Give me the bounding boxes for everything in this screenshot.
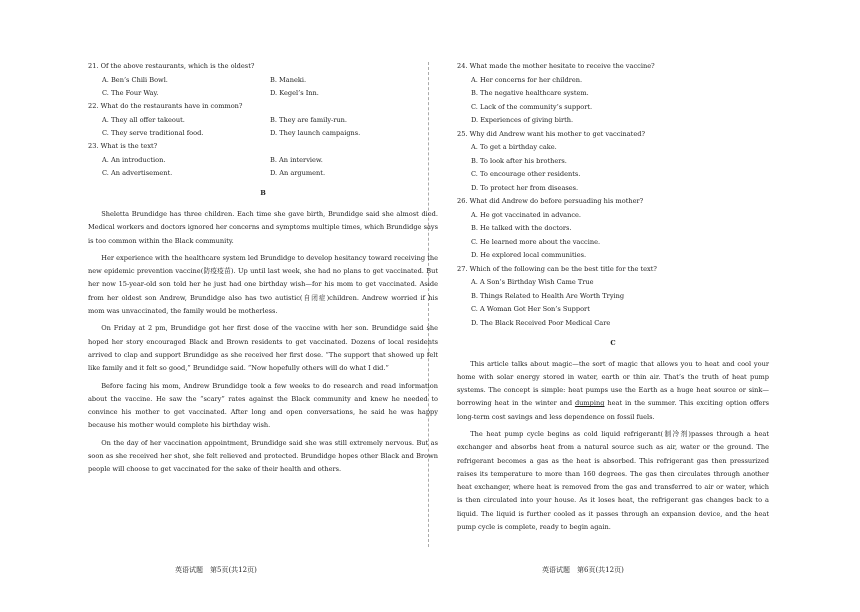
option-b: B. Maneki.	[270, 76, 307, 84]
paragraph-text: heat in the summer. This exciting option offers long-term cost savings and less dependence on fossil fuels.	[457, 399, 769, 421]
option-a: A. An introduction.	[102, 156, 166, 164]
option-c: C. Lack of the community’s support.	[471, 102, 593, 111]
passage-paragraph	[457, 358, 769, 424]
option-a: A. To get a birthday cake.	[471, 143, 557, 151]
page-footer-right: 英语试题 第6页(共12页)	[542, 566, 624, 574]
option-a: A. A Son’s Birthday Wish Came True	[471, 278, 594, 286]
option-b: B. An interview.	[270, 156, 323, 164]
option-a: A. He got vaccinated in advance.	[471, 210, 582, 219]
question-stem: 25. Why did Andrew want his mother to get vaccinated?	[457, 129, 645, 138]
option-b: B. They are family-run.	[270, 116, 348, 124]
question-22	[88, 102, 438, 138]
question-stem: 27. Which of the following can be the best title for the text?	[457, 264, 657, 273]
option-c: C. They serve traditional food.	[102, 129, 204, 137]
question-25	[457, 130, 769, 193]
option-b: B. The negative healthcare system.	[471, 89, 589, 97]
left-page	[88, 62, 438, 481]
question-26	[457, 197, 769, 260]
page-footer-left: 英语试题 第5页(共12页)	[175, 566, 257, 574]
option-d: D. To protect her from diseases.	[471, 183, 579, 192]
question-stem: 24. What made the mother hesitate to receive the vaccine?	[457, 62, 655, 70]
option-c: C. He learned more about the vaccine.	[471, 237, 601, 246]
option-c: C. To encourage other residents.	[471, 170, 581, 178]
question-23	[88, 142, 438, 178]
option-d: D. They launch campaigns.	[270, 129, 361, 137]
option-d: D. The Black Received Poor Medical Care	[471, 318, 611, 327]
underlined-word: dumping	[574, 399, 605, 408]
option-d: D. He explored local communities.	[471, 251, 587, 259]
passage-paragraph: Sheletta Brundidge has three children. Each time she gave birth, Brundidge said she almost died. Medical workers and doctors ignored her concerns and symptoms multiple times, which Brundidge says is too common within the Black community.	[88, 210, 438, 245]
option-d: D. Experiences of giving birth.	[471, 116, 574, 124]
option-c: C. A Woman Got Her Son’s Support	[471, 305, 590, 313]
option-c: C. An advertisement.	[102, 169, 173, 177]
option-b: B. To look after his brothers.	[471, 156, 567, 165]
option-b: B. He talked with the doctors.	[471, 224, 572, 232]
passage-paragraph: Her experience with the healthcare system led Brundidge to develop hesitancy toward receiving the new epidemic prevention vaccine(防疫疫苗). Up until last week, she had no plans to get vaccinated. But her now 15-year-old son told her he just had one birthday wish—for his mom to get vaccinated. Aside from her oldest son Andrew, Brundidge also has two autistic(自闭症)children. Andrew worried if his mom was unvaccinated, the family would be motherless.	[88, 253, 438, 316]
right-page	[457, 62, 769, 538]
option-b: B. Things Related to Health Are Worth Trying	[471, 291, 625, 300]
question-stem: 26. What did Andrew do before persuading his mother?	[457, 197, 644, 205]
passage-paragraph: Before facing his mom, Andrew Brundidge took a few weeks to do research and read information about the vaccine. He saw the “scary” rates against the Black community and knew he needed to convince his mother to get vaccinated. After long and open conversations, he said he was happy because his mother would complete his birthday wish.	[88, 381, 438, 430]
section-heading-c: C	[610, 338, 616, 347]
paragraph-text: This article talks about magic—the sort of magic that allows you to heat and cool your home with solar energy stored in water, earth or thin air. That’s the truth of heat pump systems. The concept is simple: heat pumps use the Earth as a huge heat source or sink—borrowing heat in the winter and	[457, 359, 769, 408]
question-stem: 22. What do the restaurants have in common?	[88, 102, 243, 110]
question-21	[88, 62, 438, 98]
section-heading-b: B	[260, 189, 266, 197]
passage-paragraph: On the day of her vaccination appointment, Brundidge said she was still extremely nervous. But as soon as she received her shot, she felt relieved and protected. Brundidge hopes other Black and Brown people will choose to get vaccinated for the sake of their health and others.	[88, 438, 438, 474]
option-c: C. The Four Way.	[102, 89, 159, 97]
passage-paragraph: The heat pump cycle begins as cold liquid refrigerant(制冷剂)passes through a heat exchanger and absorbs heat from a natural source such as air, water or the ground. The refrigerant becomes a gas as the heat is absorbed. This refrigerant gas then pressurized raises its temperature to more than 160 degrees. The gas then circulates through another heat exchanger, where heat is removed from the gas and transferred to air or water, which is then circulated into your house. As it loses heat, the refrigerant gas changes back to a liquid. The liquid is further cooled as it passes through an expansion device, and the heat pump cycle is complete, ready to begin again.	[457, 429, 769, 532]
option-d: D. Kegel’s Inn.	[270, 89, 319, 97]
option-a: A. Ben’s Chili Bowl.	[102, 76, 168, 84]
option-a: A. They all offer takeout.	[102, 116, 185, 124]
question-stem: 23. What is the text?	[88, 142, 158, 150]
question-24	[457, 62, 769, 125]
question-stem: 21. Of the above restaurants, which is the oldest?	[88, 62, 255, 70]
option-a: A. Her concerns for her children.	[471, 75, 583, 84]
option-d: D. An argument.	[270, 169, 326, 177]
question-27	[457, 265, 769, 328]
passage-paragraph: On Friday at 2 pm, Brundidge got her first dose of the vaccine with her son. Brundidge said she hoped her story encouraged Black and Brown residents to get vaccinated. Dozens of local residents arrived to clap and support Brundidge as she received her first dose. “The support that showed up felt like family and it felt so good,” Brundidge said. “Now hopefully others will do what I did.”	[88, 324, 438, 373]
